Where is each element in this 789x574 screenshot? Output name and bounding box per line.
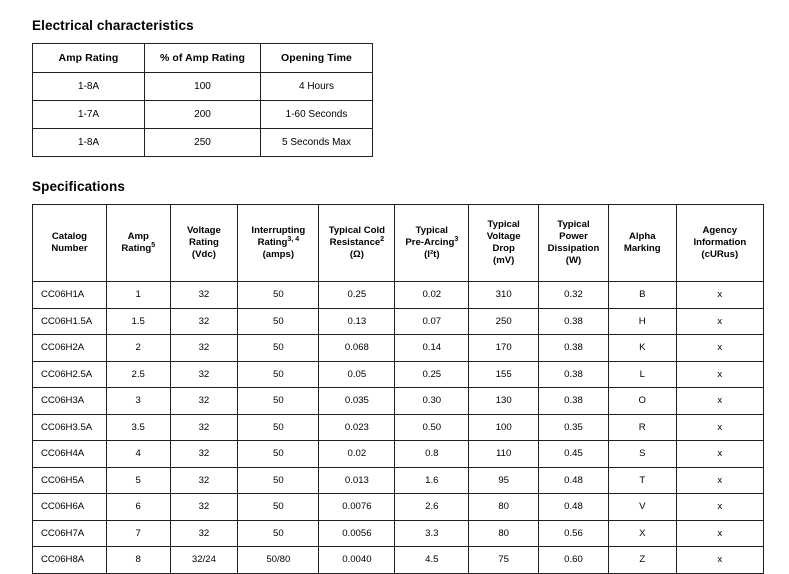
- cell-pre-arcing: 2.6: [395, 494, 469, 521]
- cell-voltage-drop: 250: [469, 308, 539, 335]
- cell-agency-information: x: [676, 467, 763, 494]
- header-line-1: Catalog: [51, 231, 88, 243]
- cell-voltage-drop: 130: [469, 388, 539, 415]
- cell-catalog-number: CC06H6A: [33, 494, 107, 521]
- cell-cold-resistance: 0.013: [319, 467, 395, 494]
- cell-agency-information: x: [676, 441, 763, 468]
- cell-opening-time: 1-60 Seconds: [261, 101, 373, 129]
- column-header-catalog-number: [33, 205, 107, 282]
- cell-alpha-marking: Z: [608, 547, 676, 574]
- cell-cold-resistance: 0.13: [319, 308, 395, 335]
- cell-voltage-drop: 170: [469, 335, 539, 362]
- cell-pre-arcing: 3.3: [395, 520, 469, 547]
- header-line-1: Amp: [127, 231, 149, 243]
- header-line-4: (mV): [493, 254, 515, 266]
- cell-power-dissipation: 0.38: [539, 335, 609, 362]
- electrical-characteristics-table: [32, 43, 373, 157]
- header-line-3: (I²t): [424, 248, 440, 260]
- cell-power-dissipation: 0.38: [539, 388, 609, 415]
- table-row: [33, 388, 764, 415]
- cell-amp-rating: 4: [106, 441, 170, 468]
- cell-interrupting-rating: 50: [238, 467, 319, 494]
- cell-amp-rating: 7: [106, 520, 170, 547]
- cell-voltage-rating: 32: [170, 441, 238, 468]
- header-line-2: Rating: [121, 243, 152, 254]
- table-row: [33, 129, 373, 157]
- column-header-opening-time: Opening Time: [261, 44, 373, 73]
- cell-cold-resistance: 0.05: [319, 361, 395, 388]
- cell-amp-rating: 3: [106, 388, 170, 415]
- cell-cold-resistance: 0.023: [319, 414, 395, 441]
- cell-voltage-rating: 32: [170, 335, 238, 362]
- cell-interrupting-rating: 50: [238, 441, 319, 468]
- cell-interrupting-rating: 50: [238, 494, 319, 521]
- column-header-percent-of-amp-rating: % of Amp Rating: [145, 44, 261, 73]
- header-line-3: (cURus): [701, 248, 739, 260]
- cell-agency-information: x: [676, 414, 763, 441]
- cell-voltage-rating: 32: [170, 494, 238, 521]
- column-header-typical-pre-arcing: [395, 205, 469, 282]
- cell-alpha-marking: L: [608, 361, 676, 388]
- header-line-2: Pre-Arcing: [405, 237, 455, 248]
- cell-alpha-marking: R: [608, 414, 676, 441]
- cell-alpha-marking: H: [608, 308, 676, 335]
- table-row: [33, 361, 764, 388]
- header-line-2: Voltage: [486, 231, 521, 243]
- table-row: [33, 282, 764, 309]
- cell-alpha-marking: T: [608, 467, 676, 494]
- cell-catalog-number: CC06H8A: [33, 547, 107, 574]
- cell-pre-arcing: 0.8: [395, 441, 469, 468]
- cell-power-dissipation: 0.38: [539, 308, 609, 335]
- cell-catalog-number: CC06H1.5A: [33, 308, 107, 335]
- table-row: [33, 414, 764, 441]
- header-line-2: Information: [693, 237, 747, 248]
- cell-alpha-marking: B: [608, 282, 676, 309]
- table-row: [33, 308, 764, 335]
- cell-catalog-number: CC06H3.5A: [33, 414, 107, 441]
- header-line-3: (Vdc): [191, 248, 216, 260]
- header-line-3: Dissipation: [547, 243, 600, 254]
- header-line-1: Interrupting: [251, 225, 306, 237]
- cell-cold-resistance: 0.02: [319, 441, 395, 468]
- cell-interrupting-rating: 50: [238, 520, 319, 547]
- header-footnote-marker: 2: [380, 235, 385, 243]
- cell-alpha-marking: X: [608, 520, 676, 547]
- table-row: [33, 101, 373, 129]
- cell-amp-rating: 3.5: [106, 414, 170, 441]
- header-line-2: Marking: [623, 243, 661, 254]
- table-row: [33, 73, 373, 101]
- cell-voltage-drop: 80: [469, 520, 539, 547]
- header-line-1: Voltage: [186, 225, 221, 237]
- header-line-1: Typical: [415, 225, 448, 237]
- cell-voltage-drop: 310: [469, 282, 539, 309]
- cell-alpha-marking: K: [608, 335, 676, 362]
- cell-catalog-number: CC06H3A: [33, 388, 107, 415]
- cell-amp-rating: 8: [106, 547, 170, 574]
- cell-cold-resistance: 0.25: [319, 282, 395, 309]
- cell-pre-arcing: 4.5: [395, 547, 469, 574]
- page-title-specifications: Specifications: [32, 179, 125, 194]
- header-line-1: Alpha: [628, 231, 656, 243]
- cell-power-dissipation: 0.56: [539, 520, 609, 547]
- table-row: [33, 547, 764, 574]
- cell-pre-arcing: 0.02: [395, 282, 469, 309]
- cell-voltage-drop: 80: [469, 494, 539, 521]
- cell-power-dissipation: 0.48: [539, 467, 609, 494]
- cell-amp-rating: 2: [106, 335, 170, 362]
- cell-voltage-drop: 100: [469, 414, 539, 441]
- cell-power-dissipation: 0.35: [539, 414, 609, 441]
- specifications-table: [32, 204, 764, 574]
- cell-cold-resistance: 0.0040: [319, 547, 395, 574]
- header-line-2: Power: [559, 231, 588, 243]
- header-line-3: (Ω): [349, 248, 364, 260]
- cell-catalog-number: CC06H4A: [33, 441, 107, 468]
- cell-percent-of-amp-rating: 250: [145, 129, 261, 157]
- cell-voltage-drop: 75: [469, 547, 539, 574]
- column-header-typical-power-dissipation: [539, 205, 609, 282]
- cell-voltage-rating: 32/24: [170, 547, 238, 574]
- cell-alpha-marking: S: [608, 441, 676, 468]
- header-line-3: Drop: [492, 243, 515, 254]
- cell-voltage-drop: 155: [469, 361, 539, 388]
- cell-pre-arcing: 0.14: [395, 335, 469, 362]
- column-header-amp-rating: Amp Rating: [33, 44, 145, 73]
- table-row: [33, 520, 764, 547]
- header-line-4: (W): [565, 254, 582, 266]
- header-line-2: Resistance: [329, 237, 381, 248]
- cell-voltage-rating: 32: [170, 282, 238, 309]
- cell-agency-information: x: [676, 388, 763, 415]
- cell-amp-rating: 1.5: [106, 308, 170, 335]
- header-footnote-marker: 3, 4: [287, 235, 300, 243]
- page-title-electrical-characteristics: Electrical characteristics: [32, 18, 194, 33]
- cell-agency-information: x: [676, 547, 763, 574]
- cell-amp-rating: 1-8A: [33, 129, 145, 157]
- cell-interrupting-rating: 50: [238, 361, 319, 388]
- cell-alpha-marking: V: [608, 494, 676, 521]
- cell-power-dissipation: 0.48: [539, 494, 609, 521]
- cell-percent-of-amp-rating: 200: [145, 101, 261, 129]
- cell-cold-resistance: 0.0076: [319, 494, 395, 521]
- header-line-1: Typical Cold: [328, 225, 386, 237]
- cell-catalog-number: CC06H5A: [33, 467, 107, 494]
- header-line-1: Agency: [702, 225, 738, 237]
- header-line-2: Rating: [257, 237, 288, 248]
- cell-catalog-number: CC06H2.5A: [33, 361, 107, 388]
- cell-power-dissipation: 0.38: [539, 361, 609, 388]
- cell-interrupting-rating: 50: [238, 414, 319, 441]
- column-header-agency-information: [676, 205, 763, 282]
- cell-pre-arcing: 0.50: [395, 414, 469, 441]
- cell-cold-resistance: 0.035: [319, 388, 395, 415]
- specifications-table-body: [33, 282, 764, 574]
- cell-interrupting-rating: 50: [238, 308, 319, 335]
- cell-voltage-rating: 32: [170, 520, 238, 547]
- header-footnote-marker: 3: [454, 235, 459, 243]
- header-footnote-marker: 5: [151, 241, 156, 249]
- cell-amp-rating: 1-8A: [33, 73, 145, 101]
- cell-amp-rating: 2.5: [106, 361, 170, 388]
- header-line-3: (amps): [262, 248, 295, 260]
- column-header-interrupting-rating: [238, 205, 319, 282]
- cell-interrupting-rating: 50: [238, 282, 319, 309]
- cell-voltage-drop: 95: [469, 467, 539, 494]
- cell-voltage-rating: 32: [170, 308, 238, 335]
- cell-pre-arcing: 0.30: [395, 388, 469, 415]
- cell-pre-arcing: 1.6: [395, 467, 469, 494]
- header-line-1: Typical: [557, 219, 590, 231]
- cell-amp-rating: 1: [106, 282, 170, 309]
- cell-voltage-rating: 32: [170, 467, 238, 494]
- cell-amp-rating: 6: [106, 494, 170, 521]
- table-row: [33, 494, 764, 521]
- header-line-1: Typical: [487, 219, 520, 231]
- cell-amp-rating: 5: [106, 467, 170, 494]
- cell-cold-resistance: 0.068: [319, 335, 395, 362]
- cell-opening-time: 5 Seconds Max: [261, 129, 373, 157]
- column-header-typical-cold-resistance: [319, 205, 395, 282]
- table-row: [33, 335, 764, 362]
- cell-voltage-rating: 32: [170, 388, 238, 415]
- column-header-typical-voltage-drop: [469, 205, 539, 282]
- table-header-row: [33, 44, 373, 73]
- cell-power-dissipation: 0.32: [539, 282, 609, 309]
- cell-catalog-number: CC06H2A: [33, 335, 107, 362]
- cell-alpha-marking: O: [608, 388, 676, 415]
- cell-power-dissipation: 0.60: [539, 547, 609, 574]
- table-row: [33, 441, 764, 468]
- cell-catalog-number: CC06H1A: [33, 282, 107, 309]
- cell-opening-time: 4 Hours: [261, 73, 373, 101]
- cell-percent-of-amp-rating: 100: [145, 73, 261, 101]
- cell-catalog-number: CC06H7A: [33, 520, 107, 547]
- column-header-amp-rating: [106, 205, 170, 282]
- cell-agency-information: x: [676, 308, 763, 335]
- column-header-voltage-rating: [170, 205, 238, 282]
- column-header-alpha-marking: [608, 205, 676, 282]
- cell-amp-rating: 1-7A: [33, 101, 145, 129]
- cell-pre-arcing: 0.25: [395, 361, 469, 388]
- cell-agency-information: x: [676, 494, 763, 521]
- cell-voltage-rating: 32: [170, 414, 238, 441]
- cell-interrupting-rating: 50/80: [238, 547, 319, 574]
- table-row: [33, 467, 764, 494]
- cell-cold-resistance: 0.0056: [319, 520, 395, 547]
- cell-agency-information: x: [676, 282, 763, 309]
- cell-agency-information: x: [676, 520, 763, 547]
- header-line-2: Number: [51, 243, 88, 254]
- cell-agency-information: x: [676, 361, 763, 388]
- table-header-row: [33, 205, 764, 282]
- cell-power-dissipation: 0.45: [539, 441, 609, 468]
- cell-agency-information: x: [676, 335, 763, 362]
- cell-interrupting-rating: 50: [238, 335, 319, 362]
- cell-pre-arcing: 0.07: [395, 308, 469, 335]
- cell-voltage-rating: 32: [170, 361, 238, 388]
- header-line-2: Rating: [188, 237, 219, 248]
- cell-interrupting-rating: 50: [238, 388, 319, 415]
- cell-voltage-drop: 110: [469, 441, 539, 468]
